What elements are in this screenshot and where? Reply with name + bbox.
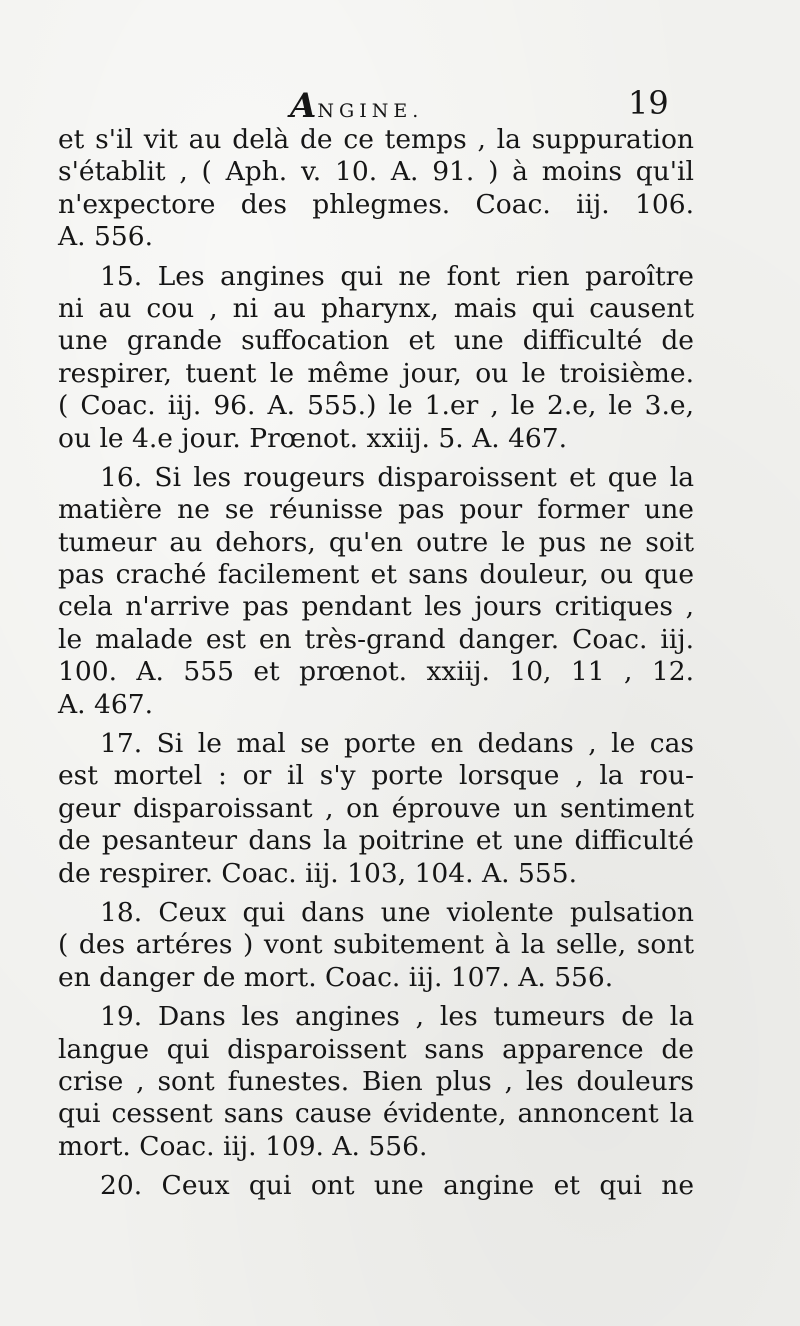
text-line: 19. Dans les angines , les tumeurs de la xyxy=(100,1001,694,1033)
page-header xyxy=(0,84,800,128)
paragraph-18 xyxy=(58,897,694,994)
paragraph-continued xyxy=(58,124,694,254)
text-line: geur disparoissant , on éprouve un sentiment xyxy=(58,792,694,824)
text-line: langue qui disparoissent sans apparence de xyxy=(58,1033,694,1065)
page-number: 19 xyxy=(628,84,669,122)
text-line: 15. Les angines qui ne font rien paroître xyxy=(100,260,694,292)
page-body xyxy=(58,124,694,1203)
text-line: crise , sont funestes. Bien plus , les douleurs xyxy=(58,1065,694,1097)
text-line: 17. Si le mal se porte en dedans , le cas xyxy=(100,728,694,760)
paragraph-17 xyxy=(58,728,694,890)
text-line: cela n'arrive pas pendant les jours critiques , xyxy=(58,591,694,623)
paragraph-16 xyxy=(58,462,694,721)
text-line: qui cessent sans cause évidente, annoncent la xyxy=(58,1098,694,1130)
text-line: en danger de mort. Coac. iij. 107. A. 556. xyxy=(58,961,614,993)
text-line: 16. Si les rougeurs disparoissent et que la xyxy=(100,461,694,493)
text-line: ni au cou , ni au pharynx, mais qui causent xyxy=(58,292,694,324)
text-line: tumeur au dehors, qu'en outre le pus ne soit xyxy=(58,526,694,558)
text-line: s'établit , ( Aph. v. 10. A. 91. ) à moins qu'il xyxy=(58,156,694,188)
text-line: de pesanteur dans la poitrine et une difficulté xyxy=(58,825,694,857)
text-line: le malade est en très-grand danger. Coac. iij. xyxy=(58,623,694,655)
paragraph-20 xyxy=(58,1170,694,1202)
text-line: et s'il vit au delà de ce temps , la suppuration xyxy=(58,124,694,155)
text-line: ( Coac. iij. 96. A. 555.) le 1.er , le 2.e, le 3.e, xyxy=(58,390,694,422)
paragraph-15 xyxy=(58,261,694,455)
text-line: A. 556. xyxy=(58,221,153,253)
text-line: 18. Ceux qui dans une violente pulsation xyxy=(100,896,694,928)
text-line: de respirer. Coac. iij. 103, 104. A. 555. xyxy=(58,857,577,889)
text-line: matière ne se réunisse pas pour former une xyxy=(58,494,694,526)
paragraph-19 xyxy=(58,1001,694,1163)
text-line: 20. Ceux qui ont une angine et qui ne xyxy=(100,1170,694,1202)
text-line: ou le 4.e jour. Prœnot. xxiij. 5. A. 467. xyxy=(58,422,568,454)
text-line: A. 467. xyxy=(58,688,153,720)
text-line: mort. Coac. iij. 109. A. 556. xyxy=(58,1130,428,1162)
text-line: ( des artéres ) vont subitement à la selle, sont xyxy=(58,929,694,961)
running-title-initial: A xyxy=(290,86,318,126)
text-line: n'expectore des phlegmes. Coac. iij. 106. xyxy=(58,188,694,220)
text-line: 100. A. 555 et prœnot. xxiij. 10, 11 , 12. xyxy=(58,656,694,688)
text-line: pas craché facilement et sans douleur, ou que xyxy=(58,559,694,591)
text-line: une grande suffocation et une difficulté de xyxy=(58,325,694,357)
running-title-rest: NGINE. xyxy=(317,100,424,122)
running-title xyxy=(290,86,423,126)
text-line: respirer, tuent le même jour, ou le troisième. xyxy=(58,357,694,389)
text-line: est mortel : or il s'y porte lorsque , la rou- xyxy=(58,760,694,792)
